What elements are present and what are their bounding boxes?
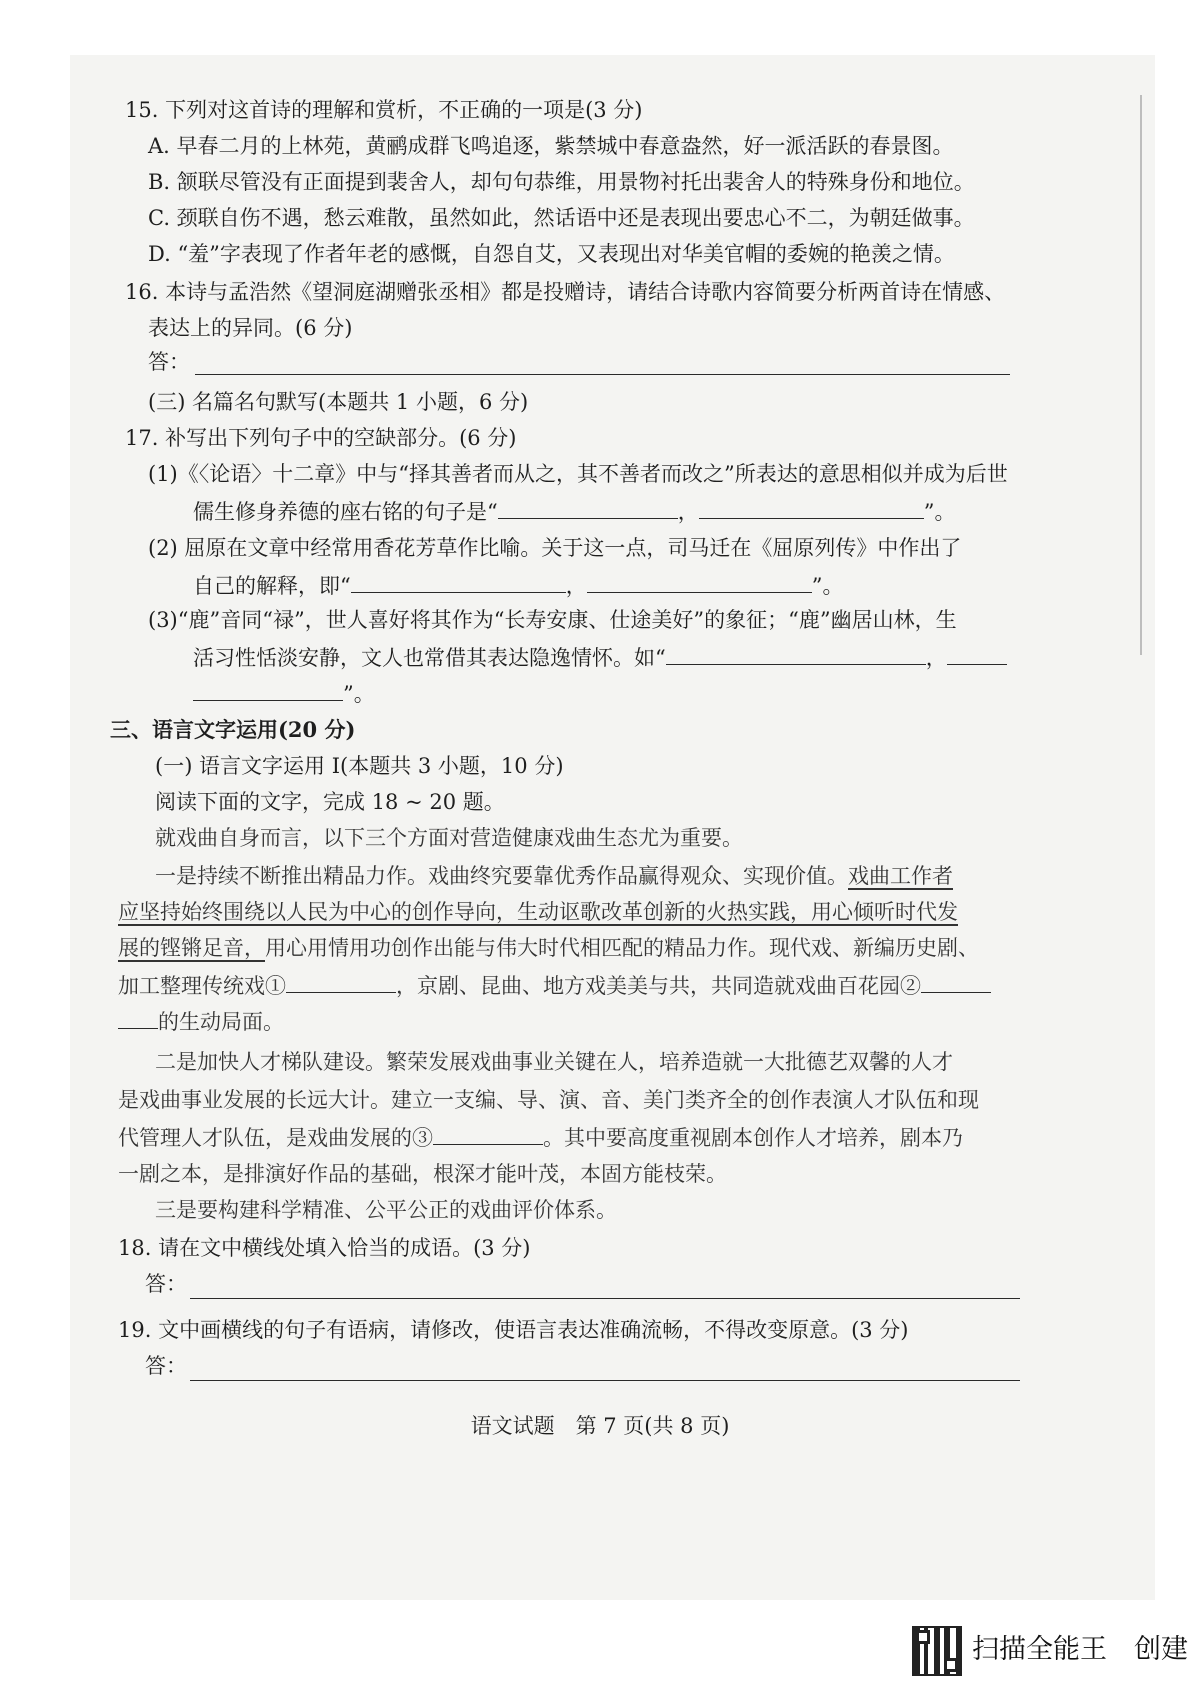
q18-answer-label: 答： (145, 1272, 187, 1296)
passage-line-8: 是戏曲事业发展的长远大计。建立一支编、导、演、音、美门类齐全的创作表演人才队伍和现 (118, 1088, 979, 1112)
underlined-sentence-part-1: 戏曲工作者 (848, 864, 953, 888)
q19-answer-line (190, 1380, 1020, 1381)
q18-answer-line (190, 1298, 1020, 1299)
q15-option-c: C. 颈联自伤不遇，愁云难散，虽然如此，然话语中还是表现出要忠心不二，为朝廷做事。 (148, 206, 975, 230)
page-footer: 语文试题 第 7 页(共 8 页) (470, 1414, 730, 1438)
q17-part2-end: ”。 (811, 574, 844, 598)
idiom-blank-2b (118, 1006, 158, 1029)
passage-line-10: 一剧之本，是排演好作品的基础，根深才能叶茂，本固方能枝荣。 (118, 1162, 727, 1186)
q17-part1-text: 儒生修身养德的座右铭的句子是“ (193, 500, 498, 524)
q16-answer-label: 答： (148, 350, 190, 374)
q17-part2-blank-2 (587, 570, 812, 593)
passage-line-2 (155, 862, 953, 890)
passage-line-6 (118, 1006, 284, 1036)
q17-part3-blank-2a (947, 642, 1007, 665)
q17-part3-blank-2b (193, 678, 343, 701)
q15-option-d: D. “羞”字表现了作者年老的感慨，自怨自艾，又表现出对华美官帽的委婉的艳羡之情。 (148, 242, 955, 266)
q17-part2-text: 自己的解释，即“ (193, 574, 351, 598)
passage-line-9 (118, 1122, 963, 1152)
q17-part1-line1: (1)《〈论语〉十二章》中与“择其善者而从之，其不善者而改之”所表达的意思相似并成为后世 (148, 462, 1008, 486)
subsection1-title: (一) 语言文字运用 Ⅰ(本题共 3 小题，10 分) (155, 754, 564, 778)
q16-stem-line2: 表达上的异同。(6 分) (148, 316, 353, 340)
passage-line-4 (118, 934, 979, 962)
q16-stem-line1: 16. 本诗与孟浩然《望洞庭湖赠张丞相》都是投赠诗，请结合诗歌内容简要分析两首诗在情感、 (125, 280, 1006, 304)
idiom-blank-2a (921, 970, 991, 993)
q17-part1-end: ”。 (923, 500, 956, 524)
idiom-blank-1 (286, 970, 396, 993)
q17-part1-blank-1 (498, 496, 678, 519)
q19-stem: 19. 文中画横线的句子有语病，请修改，使语言表达准确流畅，不得改变原意。(3 分) (118, 1318, 909, 1342)
passage-line-4b: 用心用情用功创作出能与伟大时代相匹配的精品力作。现代戏、新编历史剧、 (265, 936, 979, 960)
underlined-sentence-part-2: 应坚持始终围绕以人民为中心的创作导向，生动讴歌改革创新的火热实践，用心倾听时代发 (118, 900, 958, 924)
page-edge-line (1140, 95, 1142, 655)
q17-part3-end: ”。 (343, 682, 375, 706)
q15-option-b: B. 颔联尽管没有正面提到裴舍人，却句句恭维，用景物衬托出裴舍人的特殊身份和地位。 (148, 170, 975, 194)
scanner-watermark: 扫描全能王 创建 (972, 1634, 1188, 1665)
q18-stem: 18. 请在文中横线处填入恰当的成语。(3 分) (118, 1236, 531, 1260)
q16-answer-line (195, 374, 1010, 375)
passage-line-2a: 一是持续不断推出精品力作。戏曲终究要靠优秀作品赢得观众、实现价值。 (155, 864, 848, 888)
q17-part3-line3 (193, 678, 375, 708)
passage-line-6-text: 的生动局面。 (158, 1010, 284, 1034)
part3-title: 三、语言文字运用(20 分) (110, 717, 356, 742)
q19-answer-label: 答： (145, 1354, 187, 1378)
underlined-sentence-part-3: 展的铿锵足音， (118, 936, 265, 960)
q15-stem: 15. 下列对这首诗的理解和赏析，不正确的一项是(3 分) (125, 98, 643, 122)
q17-part2-comma: ， (565, 574, 587, 598)
qr-code-icon (912, 1626, 962, 1676)
q17-part3-comma: ， (925, 646, 947, 670)
q17-part3-blank-1 (666, 642, 926, 665)
q17-part2-line1: (2) 屈原在文章中经常用香花芳草作比喻。关于这一点，司马迁在《屈原列传》中作出了 (148, 536, 962, 560)
passage-line-5 (118, 970, 991, 1000)
q17-part3-text: 活习性恬淡安静，文人也常借其表达隐逸情怀。如“ (193, 646, 666, 670)
passage-line-7: 二是加快人才梯队建设。繁荣发展戏曲事业关键在人，培养造就一大批德艺双馨的人才 (155, 1050, 953, 1074)
q17-part3-line1: (3)“鹿”音同“禄”，世人喜好将其作为“长寿安康、仕途美好”的象征；“鹿”幽居山林，生 (148, 608, 957, 632)
passage-line-1: 就戏曲自身而言，以下三个方面对营造健康戏曲生态尤为重要。 (155, 826, 743, 850)
q17-part1-blank-2 (699, 496, 924, 519)
idiom-blank-3 (433, 1122, 543, 1145)
q17-stem: 17. 补写出下列句子中的空缺部分。(6 分) (125, 426, 517, 450)
passage-line-11: 三是要构建科学精准、公平公正的戏曲评价体系。 (155, 1198, 617, 1222)
q17-part3-line2 (193, 642, 1007, 672)
reading-intro: 阅读下面的文字，完成 18 ~ 20 题。 (155, 790, 505, 814)
passage-line-5b: ，京剧、昆曲、地方戏美美与共，共同造就戏曲百花园② (396, 974, 921, 998)
q17-part1-comma: ， (677, 500, 699, 524)
q17-part2-blank-1 (351, 570, 566, 593)
passage-line-5a: 加工整理传统戏① (118, 974, 286, 998)
passage-line-9a: 代管理人才队伍，是戏曲发展的③ (118, 1126, 433, 1150)
passage-line-9b: 。其中要高度重视剧本创作人才培养，剧本乃 (543, 1126, 963, 1150)
q15-option-a: A. 早春二月的上林苑，黄鹂成群飞鸣追逐，紫禁城中春意盎然，好一派活跃的春景图。 (148, 134, 954, 158)
q17-part1-line2 (193, 496, 956, 526)
section3-title: (三) 名篇名句默写(本题共 1 小题，6 分) (148, 390, 529, 414)
q17-part2-line2 (193, 570, 844, 600)
